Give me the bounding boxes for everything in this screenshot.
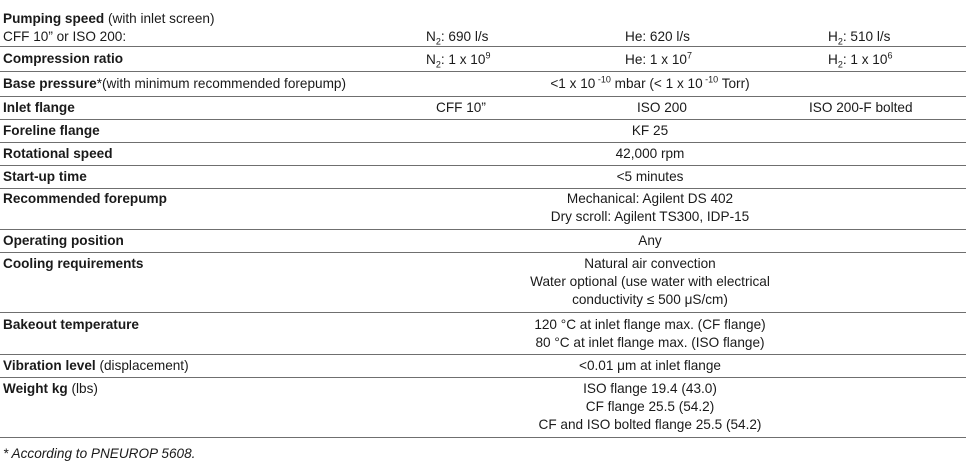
inlet-flange-cff: CFF 10” (436, 100, 486, 115)
row-recommended-forepump (0, 189, 966, 230)
cooling-line2: Water optional (use water with electrical (530, 274, 770, 289)
weight-line2: CF flange 25.5 (54.2) (585, 399, 715, 414)
row-rotational-speed (0, 143, 966, 166)
compression-ratio-h2: $H_2$: 1 x $10^6$ (828, 50, 893, 70)
operating-position-label: Operating position (3, 233, 124, 248)
row-foreline-flange (0, 120, 966, 143)
inlet-flange-isof: ISO 200-F bolted (809, 100, 913, 115)
weight-line3: CF and ISO bolted flange 25.5 (54.2) (538, 417, 762, 432)
compression-ratio-label: Compression ratio (3, 51, 124, 66)
forepump-line2: Dry scroll: Agilent TS300, IDP-15 (550, 209, 750, 224)
vibration-value: <0.01 μm at inlet flange (579, 358, 721, 373)
base-pressure-value: <1 x 10 $^{-10}$ mbar (< 1 x 10 $^{-10}$ Torr) (550, 74, 750, 91)
foreline-flange-value: KF 25 (631, 123, 669, 138)
weight-label: Weight kg (lbs) (3, 381, 98, 396)
pumping-speed-n2: $N_2$: 690 l/s (426, 29, 489, 47)
row-bakeout (0, 313, 966, 355)
forepump-line1: Mechanical: Agilent DS 402 (566, 191, 734, 206)
row-startup-time (0, 166, 966, 189)
rotational-speed-label: Rotational speed (3, 146, 113, 161)
row-pumping-speed (0, 8, 966, 47)
row-weight (0, 378, 966, 438)
pumping-speed-h2: $H_2$: 510 l/s (828, 29, 891, 47)
row-base-pressure (0, 72, 966, 97)
rotational-speed-value: 42,000 rpm (615, 146, 685, 161)
bakeout-line2: 80 °C at inlet flange max. (ISO flange) (535, 335, 765, 350)
vibration-label: Vibration level (displacement) (3, 358, 189, 373)
bakeout-label: Bakeout temperature (3, 317, 139, 332)
footnote: * According to PNEUROP 5608. (3, 446, 196, 461)
foreline-flange-label: Foreline flange (3, 123, 100, 138)
bakeout-line1: 120 °C at inlet flange max. (CF flange) (534, 317, 766, 332)
row-vibration (0, 355, 966, 378)
pumping-speed-label: Pumping speed (with inlet screen) (3, 11, 215, 26)
compression-ratio-n2: $N_2$: 1 x $10^9$ (426, 50, 491, 70)
base-pressure-label: Base pressure*(with minimum recommended forepump) (3, 76, 347, 91)
cooling-label: Cooling requirements (3, 256, 144, 271)
pumping-speed-sublabel: CFF 10” or ISO 200: (3, 29, 127, 44)
operating-position-value: Any (638, 233, 662, 248)
inlet-flange-label: Inlet flange (3, 100, 75, 115)
row-compression-ratio (0, 47, 966, 72)
cooling-line3: conductivity ≤ 500 μS/cm) (572, 292, 728, 307)
cooling-line1: Natural air convection (584, 256, 716, 271)
startup-time-label: Start-up time (3, 169, 87, 184)
startup-time-value: <5 minutes (616, 169, 684, 184)
row-cooling (0, 253, 966, 313)
row-inlet-flange (0, 97, 966, 120)
pumping-speed-he: He: 620 l/s (625, 29, 690, 44)
forepump-label: Recommended forepump (3, 191, 167, 206)
weight-line1: ISO flange 19.4 (43.0) (583, 381, 717, 396)
row-operating-position (0, 230, 966, 253)
compression-ratio-he: He: 1 x $10^7$ (625, 50, 692, 67)
inlet-flange-iso: ISO 200 (637, 100, 687, 115)
